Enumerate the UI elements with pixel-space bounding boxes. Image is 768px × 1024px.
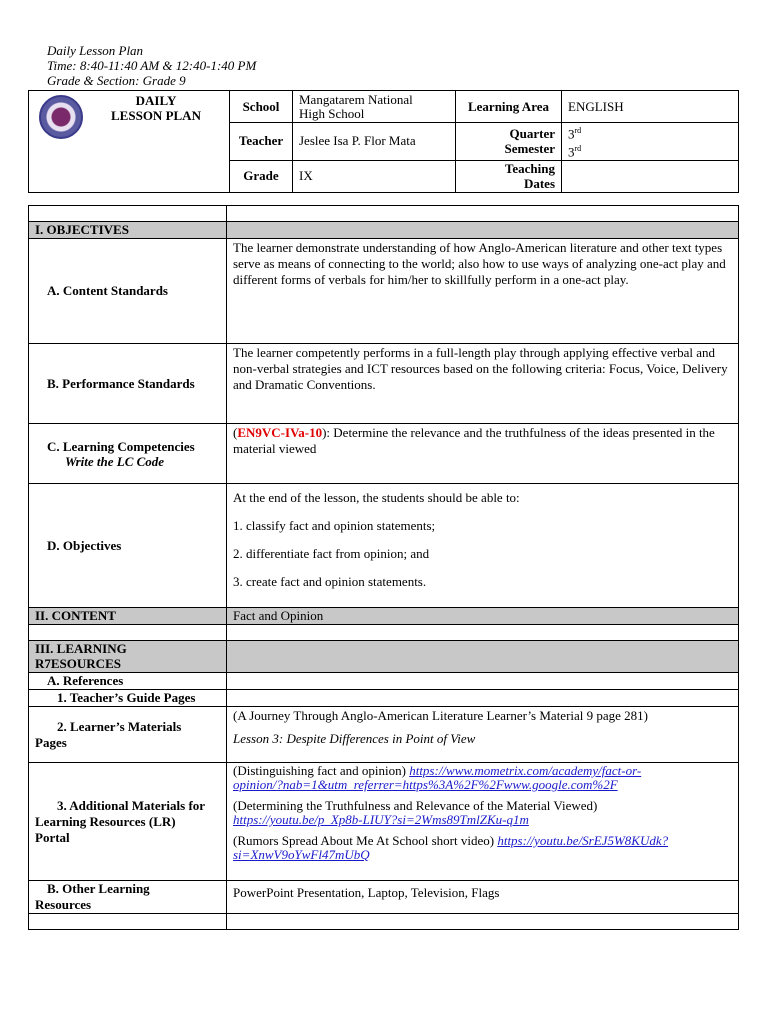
table-row — [29, 344, 739, 424]
table-row — [29, 608, 739, 625]
table-row — [29, 881, 739, 914]
list-item: 1. classify fact and opinion statements; — [233, 518, 436, 533]
table-row — [29, 641, 739, 673]
performance-standards-text: The learner competently performs in a full-length play through applying effective verbal and non-verbal strategies and ICT resources based on the following criteria: Focus, Voice, Delivery and Dramatic Conventions. — [227, 344, 739, 424]
content-value: Fact and Opinion — [227, 608, 739, 625]
teacher-value: Jeslee Isa P. Flor Mata — [293, 123, 456, 161]
competencies-label: C. Learning Competencies Write the LC Code — [29, 424, 227, 484]
lesson-plan-table — [28, 205, 739, 930]
quarter-semester-value: 3rd 3rd — [562, 123, 739, 161]
header-title: DAILY LESSON PLAN — [111, 93, 201, 123]
lc-code: EN9VC-IVa-10 — [237, 425, 323, 440]
table-row — [29, 222, 739, 239]
grade-value: IX — [293, 160, 456, 192]
resource-link-youtube-2[interactable]: https://youtu.be/SrEJ5W8KUdk? — [497, 833, 669, 848]
content-standards-text: The learner demonstrate understanding of how Anglo-American literature and other text types serve as means of connecting to the world; also how to use ways of analyzing one-act play and different forms of verbals for him/her to skillfully perform in a one-act play. — [227, 239, 739, 344]
doc-time: Time: 8:40-11:40 AM & 12:40-1:40 PM — [47, 58, 257, 73]
resources-heading: III. LEARNING R7ESOURCES — [29, 641, 227, 673]
school-value: Mangatarem National High School — [293, 91, 456, 123]
teaching-dates-value — [562, 160, 739, 192]
teacher-label: Teacher — [230, 123, 293, 161]
quarter-semester-label: Quarter Semester — [456, 123, 562, 161]
header-logo-cell — [29, 91, 230, 193]
objectives-list — [227, 484, 739, 608]
teaching-dates-label: Teaching Dates — [456, 160, 562, 192]
content-heading: II. CONTENT — [29, 608, 227, 625]
resource-link-mometrix[interactable]: https://www.mometrix.com/academy/fact-or- — [409, 763, 642, 778]
resource-link-youtube-1[interactable]: https://youtu.be/p_Xp8b-LIUY?si=2Wms89TmlZKu-q1m — [233, 812, 529, 827]
references-label: A. References — [29, 673, 227, 690]
table-row — [29, 625, 739, 641]
doc-title: Daily Lesson Plan — [47, 43, 144, 58]
table-row — [29, 239, 739, 344]
table-row — [29, 914, 739, 930]
learners-materials-text: (A Journey Through Anglo-American Literature Learner’s Material 9 page 281) Lesson 3: Despite Differences in Point of View — [227, 707, 739, 763]
table-row — [29, 484, 739, 608]
teachers-guide-label: 1. Teacher’s Guide Pages — [29, 690, 227, 707]
resource-link-youtube-2-cont[interactable]: si=XnwV9oYwFl47mUbQ — [233, 847, 370, 862]
doc-grade-section: Grade & Section: Grade 9 — [47, 73, 186, 88]
header-table — [28, 90, 739, 193]
table-row — [29, 707, 739, 763]
objectives-heading: I. OBJECTIVES — [29, 222, 227, 239]
table-row — [29, 673, 739, 690]
resource-link-mometrix-cont[interactable]: opinion/?nab=1&utm_referrer=https%3A%2F%2Fwww.google.com%2F — [233, 777, 618, 792]
other-resources-label: B. Other Learning Resources — [29, 881, 227, 914]
deped-seal-icon — [39, 95, 83, 139]
additional-materials-label: 3. Additional Materials for Learning Resources (LR) Portal — [29, 763, 227, 881]
performance-standards-label: B. Performance Standards — [29, 344, 227, 424]
learners-materials-label: 2. Learner’s Materials Pages — [29, 707, 227, 763]
table-row — [29, 690, 739, 707]
table-row — [29, 206, 739, 222]
list-item: 3. create fact and opinion statements. — [233, 574, 427, 589]
additional-materials-text: (Distinguishing fact and opinion) https://www.mometrix.com/academy/fact-or- opinion/?nab=1&utm_referrer=https%3A%2F%2Fwww.google.com%2F (Determining the Truthfulness and Relevance of the Material Viewed) https://youtu.be/p_Xp8b-LIUY?si=2Wms89TmlZKu-q1m (Rumors Spread About Me At School short video) https://youtu.be/SrEJ5W8KUdk? si=XnwV9oYwFl47mUbQ — [227, 763, 739, 881]
learning-area-value: ENGLISH — [562, 91, 739, 123]
learning-area-label: Learning Area — [456, 91, 562, 123]
table-row — [29, 424, 739, 484]
list-item: 2. differentiate fact from opinion; and — [233, 546, 430, 561]
competencies-text: (EN9VC-IVa-10): Determine the relevance and the truthfulness of the ideas presented in the material viewed — [227, 424, 739, 484]
school-label: School — [230, 91, 293, 123]
objectives-intro: At the end of the lesson, the students should be able to: — [233, 490, 520, 505]
table-row — [29, 763, 739, 881]
content-standards-label: A. Content Standards — [29, 239, 227, 344]
other-resources-text: PowerPoint Presentation, Laptop, Television, Flags — [227, 881, 739, 914]
objectives-label: D. Objectives — [29, 484, 227, 608]
grade-label: Grade — [230, 160, 293, 192]
